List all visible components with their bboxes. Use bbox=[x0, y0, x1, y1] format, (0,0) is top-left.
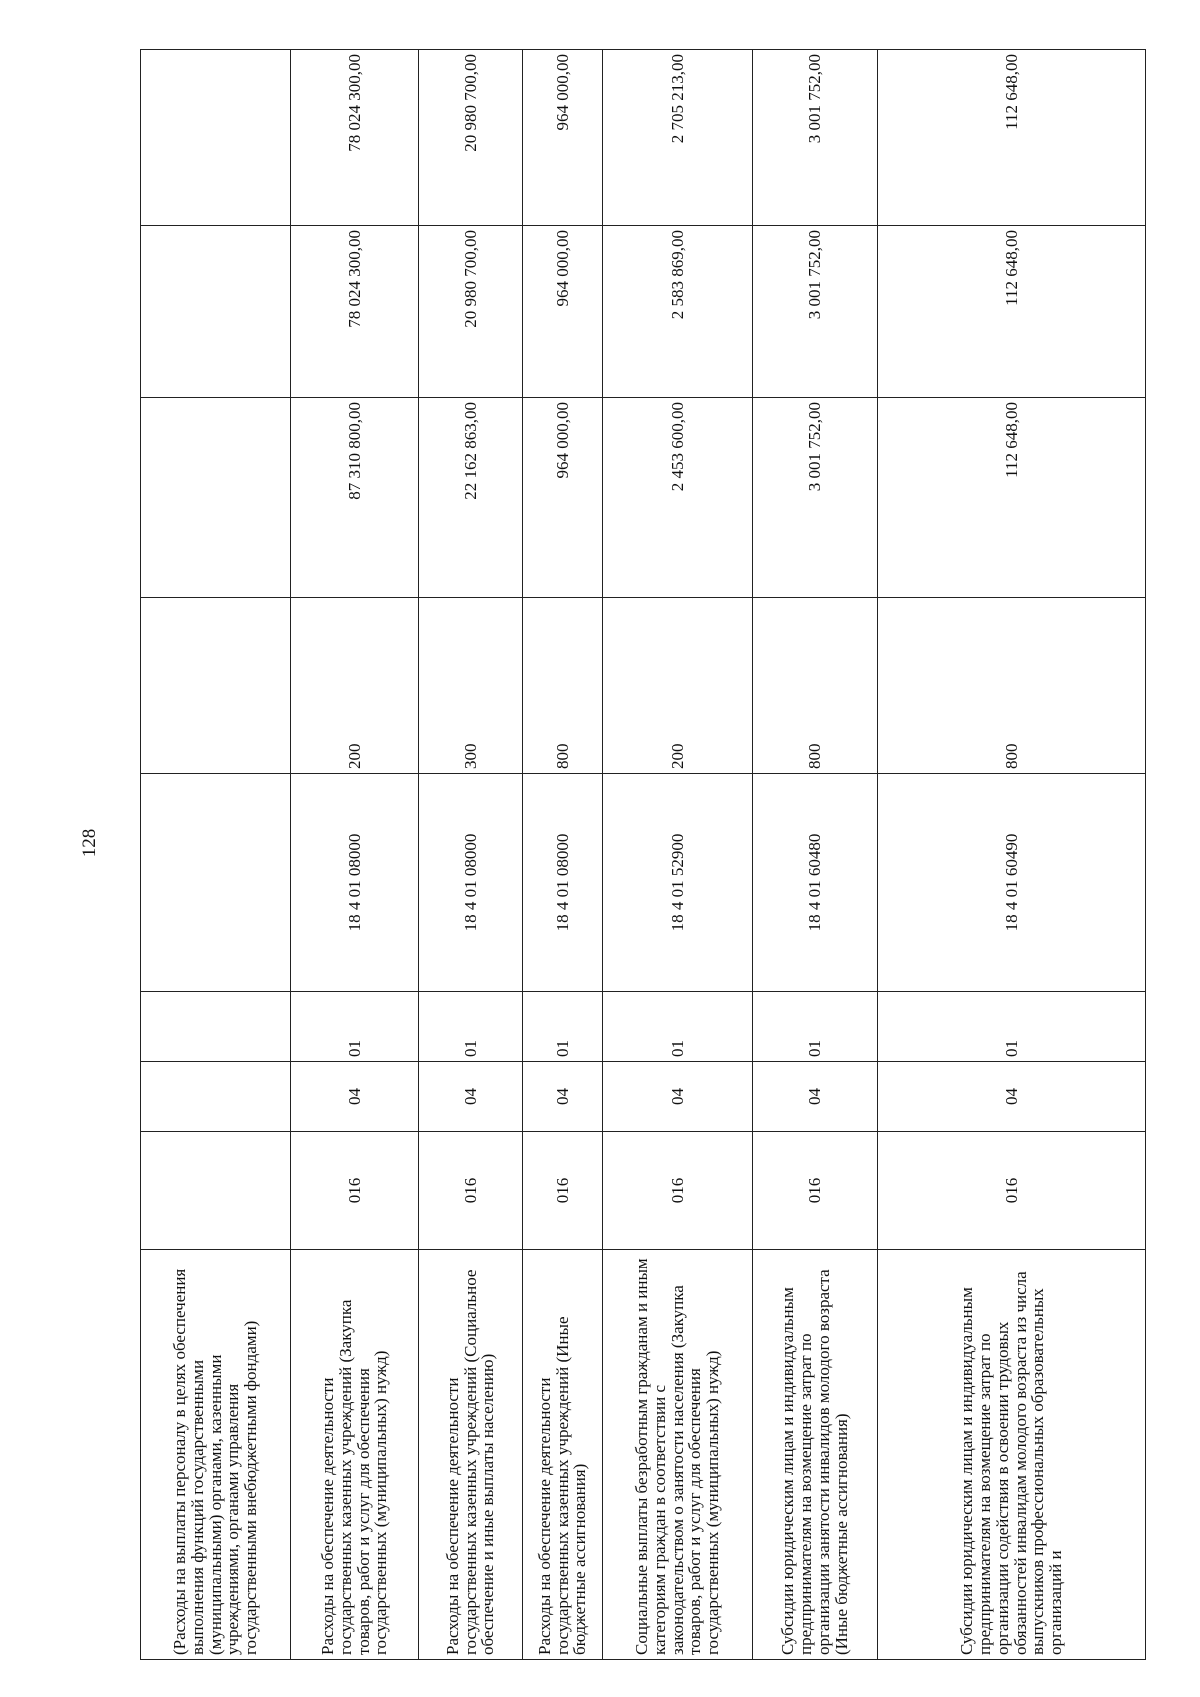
expense-type: 800 bbox=[523, 598, 603, 774]
sum-year-2: 20 980 700,00 bbox=[419, 226, 523, 398]
sum-year-2 bbox=[141, 226, 291, 398]
subsection-code: 01 bbox=[878, 992, 1146, 1062]
table-row bbox=[523, 50, 603, 1660]
target-article bbox=[141, 774, 291, 992]
sum-year-3: 78 024 300,00 bbox=[291, 50, 419, 226]
ministry-code: 016 bbox=[878, 1132, 1146, 1250]
row-name: Расходы на обеспечение деятельности государственных казенных учреждений (Закупка товаров, работ и услуг для обеспечения государственных (муниципальных) нужд) bbox=[291, 1250, 419, 1660]
target-article: 18 4 01 08000 bbox=[291, 774, 419, 992]
subsection-code: 01 bbox=[753, 992, 878, 1062]
row-name: Расходы на обеспечение деятельности государственных казенных учреждений (Иные бюджетные ассигнования) bbox=[523, 1250, 603, 1660]
table-row bbox=[141, 50, 291, 1660]
sum-year-2: 2 583 869,00 bbox=[603, 226, 753, 398]
sum-year-1: 22 162 863,00 bbox=[419, 398, 523, 598]
sum-year-3: 112 648,00 bbox=[878, 50, 1146, 226]
page-number: 128 bbox=[79, 828, 100, 858]
row-name: (Расходы на выплаты персоналу в целях обеспечения выполнения функций государственными (муниципальными) органами, казенными учреждениями, органами управления государственными внебюджетными фондами) bbox=[141, 1250, 291, 1660]
table-row bbox=[291, 50, 419, 1660]
expense-type: 200 bbox=[291, 598, 419, 774]
subsection-code bbox=[141, 992, 291, 1062]
table-row bbox=[603, 50, 753, 1660]
section-code: 04 bbox=[753, 1062, 878, 1132]
target-article: 18 4 01 08000 bbox=[523, 774, 603, 992]
sum-year-2: 3 001 752,00 bbox=[753, 226, 878, 398]
expense-type: 300 bbox=[419, 598, 523, 774]
subsection-code: 01 bbox=[603, 992, 753, 1062]
row-name: Субсидии юридическим лицам и индивидуальным предпринимателям на возмещение затрат по организации занятости инвалидов молодого возраста (Иные бюджетные ассигнования) bbox=[753, 1250, 878, 1660]
target-article: 18 4 01 52900 bbox=[603, 774, 753, 992]
target-article: 18 4 01 60480 bbox=[753, 774, 878, 992]
expense-type bbox=[141, 598, 291, 774]
ministry-code: 016 bbox=[523, 1132, 603, 1250]
table-row bbox=[878, 50, 1146, 1660]
row-name: Социальные выплаты безработным гражданам и иным категориям граждан в соответствии с законодательством о занятости населения (Закупка товаров, работ и услуг для обеспечения государственных (муниципальных) нужд) bbox=[603, 1250, 753, 1660]
subsection-code: 01 bbox=[419, 992, 523, 1062]
ministry-code: 016 bbox=[753, 1132, 878, 1250]
sum-year-2: 78 024 300,00 bbox=[291, 226, 419, 398]
sum-year-1: 2 453 600,00 bbox=[603, 398, 753, 598]
table-row bbox=[419, 50, 523, 1660]
ministry-code: 016 bbox=[291, 1132, 419, 1250]
sum-year-3: 3 001 752,00 bbox=[753, 50, 878, 226]
sum-year-3: 964 000,00 bbox=[523, 50, 603, 226]
sum-year-1: 964 000,00 bbox=[523, 398, 603, 598]
expense-type: 800 bbox=[753, 598, 878, 774]
sum-year-1: 3 001 752,00 bbox=[753, 398, 878, 598]
ministry-code: 016 bbox=[419, 1132, 523, 1250]
section-code: 04 bbox=[603, 1062, 753, 1132]
row-name: Расходы на обеспечение деятельности государственных казенных учреждений (Социальное обеспечение и иные выплаты населению) bbox=[419, 1250, 523, 1660]
subsection-code: 01 bbox=[291, 992, 419, 1062]
sum-year-2: 964 000,00 bbox=[523, 226, 603, 398]
expense-type: 200 bbox=[603, 598, 753, 774]
sum-year-3: 20 980 700,00 bbox=[419, 50, 523, 226]
sum-year-1: 87 310 800,00 bbox=[291, 398, 419, 598]
row-name: Субсидии юридическим лицам и индивидуальным предпринимателям на возмещение затрат по организации содействия в освоении трудовых обязанностей инвалидам молодого возраста из числа выпускников профессиональных образовательных организаций и bbox=[878, 1250, 1146, 1660]
sum-year-1: 112 648,00 bbox=[878, 398, 1146, 598]
table-row bbox=[753, 50, 878, 1660]
budget-table bbox=[140, 49, 1146, 1660]
section-code bbox=[141, 1062, 291, 1132]
sum-year-3: 2 705 213,00 bbox=[603, 50, 753, 226]
section-code: 04 bbox=[291, 1062, 419, 1132]
ministry-code: 016 bbox=[603, 1132, 753, 1250]
sum-year-3 bbox=[141, 50, 291, 226]
target-article: 18 4 01 08000 bbox=[419, 774, 523, 992]
ministry-code bbox=[141, 1132, 291, 1250]
rotated-table-block bbox=[140, 50, 1145, 1660]
subsection-code: 01 bbox=[523, 992, 603, 1062]
section-code: 04 bbox=[419, 1062, 523, 1132]
section-code: 04 bbox=[878, 1062, 1146, 1132]
sum-year-2: 112 648,00 bbox=[878, 226, 1146, 398]
expense-type: 800 bbox=[878, 598, 1146, 774]
section-code: 04 bbox=[523, 1062, 603, 1132]
sum-year-1 bbox=[141, 398, 291, 598]
target-article: 18 4 01 60490 bbox=[878, 774, 1146, 992]
